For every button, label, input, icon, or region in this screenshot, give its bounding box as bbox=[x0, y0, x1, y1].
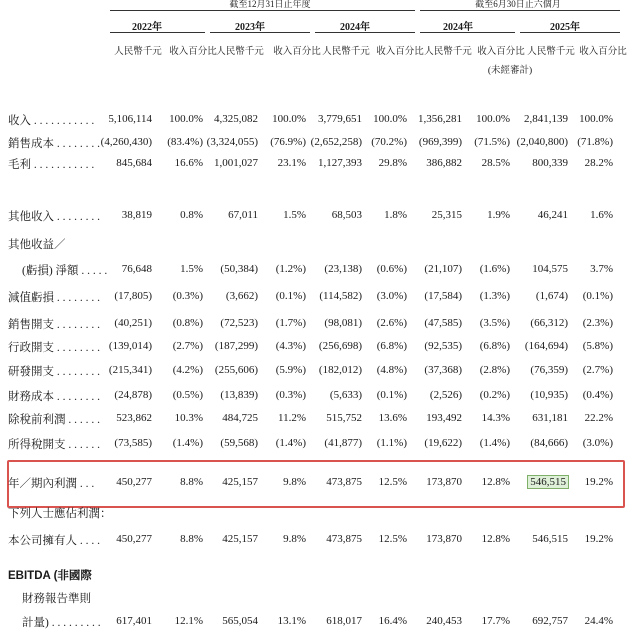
row-label-other-gains-net: (虧損) 淨額 . . . . . bbox=[22, 265, 108, 277]
cell-other-income-col-6: 25,315 bbox=[431, 209, 462, 221]
cell-ebitda-non-ifrs-col-8: 692,757 bbox=[532, 615, 568, 627]
cell-impairment-losses-col-0: (17,805) bbox=[114, 290, 152, 302]
cell-other-gains-net-col-2: (50,384) bbox=[220, 263, 258, 275]
unit-rmb-2025-half: 人民幣千元 bbox=[527, 47, 575, 57]
cell-finance-costs-col-4: (5,633) bbox=[329, 389, 362, 401]
cell-other-income-col-1: 0.8% bbox=[180, 209, 203, 221]
cell-administrative-expenses-col-9: (5.8%) bbox=[582, 340, 613, 352]
cell-finance-costs-col-1: (0.5%) bbox=[172, 389, 203, 401]
cell-impairment-losses-col-2: (3,662) bbox=[225, 290, 258, 302]
cell-selling-expenses-col-1: (0.8%) bbox=[172, 317, 203, 329]
cell-profit-before-tax-col-9: 22.2% bbox=[584, 412, 613, 424]
year-header-2024: 2024年 bbox=[340, 22, 370, 33]
year-header-2022: 2022年 bbox=[132, 22, 162, 33]
cell-owners-of-company-col-5: 12.5% bbox=[378, 533, 407, 545]
row-label-other-income: 其他收入 . . . . . . . . bbox=[8, 211, 100, 223]
cell-other-gains-net-col-0: 76,648 bbox=[121, 263, 152, 275]
row-label-profit-before-tax: 除稅前利潤 . . . . . . bbox=[8, 414, 100, 426]
year-rule-2022 bbox=[110, 32, 205, 33]
cell-income-tax-expense-col-8: (84,666) bbox=[530, 437, 568, 449]
cell-income-tax-expense-col-5: (1.1%) bbox=[376, 437, 407, 449]
cell-administrative-expenses-col-8: (164,694) bbox=[524, 340, 568, 352]
cell-gross-profit-col-9: 28.2% bbox=[584, 157, 613, 169]
cell-gross-profit-col-3: 23.1% bbox=[277, 157, 306, 169]
cell-impairment-losses-col-8: (1,674) bbox=[535, 290, 568, 302]
cell-selling-expenses-col-4: (98,081) bbox=[324, 317, 362, 329]
unit-rmb-2024-half: 人民幣千元 bbox=[424, 47, 472, 57]
year-rule-2023 bbox=[210, 32, 310, 33]
cell-profit-before-tax-col-6: 193,492 bbox=[426, 412, 462, 424]
unit-pct-2022: 收入百分比 bbox=[169, 47, 217, 57]
cell-cost-of-sales-col-7: (71.5%) bbox=[474, 136, 510, 148]
cell-profit-for-year-col-9: 19.2% bbox=[584, 476, 613, 488]
cell-finance-costs-col-5: (0.1%) bbox=[376, 389, 407, 401]
cell-cost-of-sales-col-0: (4,260,430) bbox=[100, 136, 152, 148]
row-label-income-tax-expense: 所得稅開支 . . . . . . bbox=[8, 439, 100, 451]
cell-income-tax-expense-col-0: (73,585) bbox=[114, 437, 152, 449]
row-label-finance-costs: 財務成本 . . . . . . . . bbox=[8, 391, 100, 403]
cell-other-gains-net-col-3: (1.2%) bbox=[275, 263, 306, 275]
cell-revenue-col-7: 100.0% bbox=[476, 113, 510, 125]
cell-ebitda-non-ifrs-col-1: 12.1% bbox=[174, 615, 203, 627]
unit-rmb-2023: 人民幣千元 bbox=[216, 47, 264, 57]
cell-finance-costs-col-2: (13,839) bbox=[220, 389, 258, 401]
annual-period-header: 截至12月31日止年度 bbox=[229, 0, 311, 9]
year-rule-2024-half bbox=[420, 32, 515, 33]
cell-rnd-expenses-col-1: (4.2%) bbox=[172, 364, 203, 376]
row-label-gross-profit: 毛利 . . . . . . . . . . . bbox=[8, 159, 95, 171]
cell-cost-of-sales-col-9: (71.8%) bbox=[577, 136, 613, 148]
year-rule-2025-half bbox=[520, 32, 620, 33]
cell-income-tax-expense-col-4: (41,877) bbox=[324, 437, 362, 449]
cell-other-gains-net-col-1: 1.5% bbox=[180, 263, 203, 275]
cell-profit-before-tax-col-8: 631,181 bbox=[532, 412, 568, 424]
cell-finance-costs-col-3: (0.3%) bbox=[275, 389, 306, 401]
cell-income-tax-expense-col-6: (19,622) bbox=[424, 437, 462, 449]
unit-rmb-2024: 人民幣千元 bbox=[322, 47, 370, 57]
year-rule-2024 bbox=[315, 32, 415, 33]
cell-selling-expenses-col-2: (72,523) bbox=[220, 317, 258, 329]
cell-revenue-col-6: 1,356,281 bbox=[418, 113, 462, 125]
row-label-impairment-losses: 減值虧損 . . . . . . . . bbox=[8, 292, 100, 304]
cell-impairment-losses-col-4: (114,582) bbox=[319, 290, 362, 302]
cell-revenue-col-3: 100.0% bbox=[272, 113, 306, 125]
cell-rnd-expenses-col-5: (4.8%) bbox=[376, 364, 407, 376]
cell-owners-of-company-col-9: 19.2% bbox=[584, 533, 613, 545]
cell-owners-of-company-col-2: 425,157 bbox=[222, 533, 258, 545]
cell-administrative-expenses-col-3: (4.3%) bbox=[275, 340, 306, 352]
cell-selling-expenses-col-9: (2.3%) bbox=[582, 317, 613, 329]
unit-rmb-2022: 人民幣千元 bbox=[114, 47, 162, 57]
cell-revenue-col-5: 100.0% bbox=[373, 113, 407, 125]
cell-revenue-col-9: 100.0% bbox=[579, 113, 613, 125]
cell-rnd-expenses-col-8: (76,359) bbox=[530, 364, 568, 376]
cell-impairment-losses-col-6: (17,584) bbox=[424, 290, 462, 302]
row-label-rnd-expenses: 研發開支 . . . . . . . . bbox=[8, 366, 100, 378]
cell-impairment-losses-col-5: (3.0%) bbox=[376, 290, 407, 302]
cell-owners-of-company-col-4: 473,875 bbox=[326, 533, 362, 545]
year-header-2023: 2023年 bbox=[235, 22, 265, 33]
cell-other-gains-net-col-4: (23,138) bbox=[324, 263, 362, 275]
cell-other-gains-net-col-6: (21,107) bbox=[424, 263, 462, 275]
cell-income-tax-expense-col-2: (59,568) bbox=[220, 437, 258, 449]
cell-administrative-expenses-col-1: (2.7%) bbox=[172, 340, 203, 352]
cell-cost-of-sales-col-6: (969,399) bbox=[418, 136, 462, 148]
cell-revenue-col-2: 4,325,082 bbox=[214, 113, 258, 125]
cell-cost-of-sales-col-4: (2,652,258) bbox=[310, 136, 362, 148]
half-year-period-header: 截至6月30日止六個月 bbox=[475, 0, 561, 9]
cell-gross-profit-col-0: 845,684 bbox=[116, 157, 152, 169]
cell-revenue-col-8: 2,841,139 bbox=[524, 113, 568, 125]
unaudited-note: (未經審計) bbox=[487, 66, 533, 76]
unit-pct-2023: 收入百分比 bbox=[273, 47, 321, 57]
cell-rnd-expenses-col-7: (2.8%) bbox=[479, 364, 510, 376]
cell-rnd-expenses-col-0: (215,341) bbox=[108, 364, 152, 376]
highlighted-value: 546,515 bbox=[530, 476, 566, 488]
cell-gross-profit-col-8: 800,339 bbox=[532, 157, 568, 169]
row-label-ebitda-non-ifrs: 計量) . . . . . . . . . bbox=[22, 617, 101, 629]
cell-administrative-expenses-col-0: (139,014) bbox=[108, 340, 152, 352]
cell-other-income-col-2: 67,011 bbox=[228, 209, 258, 221]
cell-finance-costs-col-9: (0.4%) bbox=[582, 389, 613, 401]
row-label-profit-attributable-heading: 下列人士應佔利潤： bbox=[8, 508, 112, 520]
cell-ebitda-non-ifrs-col-5: 16.4% bbox=[378, 615, 407, 627]
cell-ebitda-non-ifrs-col-6: 240,453 bbox=[426, 615, 462, 627]
annual-header-rule bbox=[110, 10, 415, 11]
cell-profit-before-tax-col-1: 10.3% bbox=[174, 412, 203, 424]
cell-gross-profit-col-6: 386,882 bbox=[426, 157, 462, 169]
cell-selling-expenses-col-8: (66,312) bbox=[530, 317, 568, 329]
cell-other-gains-net-col-7: (1.6%) bbox=[479, 263, 510, 275]
cell-other-income-col-5: 1.8% bbox=[384, 209, 407, 221]
cell-profit-for-year-col-6: 173,870 bbox=[426, 476, 462, 488]
cell-gross-profit-col-1: 16.6% bbox=[174, 157, 203, 169]
cell-revenue-col-0: 5,106,114 bbox=[108, 113, 152, 125]
cell-revenue-col-4: 3,779,651 bbox=[318, 113, 362, 125]
cell-impairment-losses-col-1: (0.3%) bbox=[172, 290, 203, 302]
cell-cost-of-sales-col-1: (83.4%) bbox=[167, 136, 203, 148]
cell-rnd-expenses-col-9: (2.7%) bbox=[582, 364, 613, 376]
cell-profit-before-tax-col-5: 13.6% bbox=[378, 412, 407, 424]
cell-revenue-col-1: 100.0% bbox=[169, 113, 203, 125]
cell-selling-expenses-col-5: (2.6%) bbox=[376, 317, 407, 329]
cell-cost-of-sales-col-8: (2,040,800) bbox=[516, 136, 568, 148]
cell-ebitda-non-ifrs-col-7: 17.7% bbox=[481, 615, 510, 627]
cell-finance-costs-col-8: (10,935) bbox=[530, 389, 568, 401]
row-label-ebitda-heading-2: 財務報告準則 bbox=[22, 593, 91, 605]
cell-cost-of-sales-col-2: (3,324,055) bbox=[206, 136, 258, 148]
cell-owners-of-company-col-1: 8.8% bbox=[180, 533, 203, 545]
cell-rnd-expenses-col-6: (37,368) bbox=[424, 364, 462, 376]
cell-ebitda-non-ifrs-col-9: 24.4% bbox=[584, 615, 613, 627]
row-label-selling-expenses: 銷售開支 . . . . . . . . bbox=[8, 319, 100, 331]
cell-cost-of-sales-col-3: (76.9%) bbox=[270, 136, 306, 148]
cell-selling-expenses-col-7: (3.5%) bbox=[479, 317, 510, 329]
cell-other-income-col-9: 1.6% bbox=[590, 209, 613, 221]
unit-pct-2024: 收入百分比 bbox=[376, 47, 424, 57]
cell-profit-before-tax-col-4: 515,752 bbox=[326, 412, 362, 424]
cell-profit-for-year-col-4: 473,875 bbox=[326, 476, 362, 488]
cell-other-income-col-7: 1.9% bbox=[487, 209, 510, 221]
cell-other-gains-net-col-8: 104,575 bbox=[532, 263, 568, 275]
cell-income-tax-expense-col-3: (1.4%) bbox=[275, 437, 306, 449]
cell-income-tax-expense-col-7: (1.4%) bbox=[479, 437, 510, 449]
cell-profit-for-year-col-0: 450,277 bbox=[116, 476, 152, 488]
cell-profit-for-year-col-7: 12.8% bbox=[481, 476, 510, 488]
row-label-profit-for-year: 年／期內利潤 . . . bbox=[8, 478, 95, 490]
cell-administrative-expenses-col-4: (256,698) bbox=[318, 340, 362, 352]
cell-ebitda-non-ifrs-col-0: 617,401 bbox=[116, 615, 152, 627]
row-label-ebitda-heading-1: EBITDA (非國際 bbox=[8, 570, 92, 582]
cell-selling-expenses-col-0: (40,251) bbox=[114, 317, 152, 329]
cell-administrative-expenses-col-5: (6.8%) bbox=[376, 340, 407, 352]
cell-administrative-expenses-col-7: (6.8%) bbox=[479, 340, 510, 352]
half-year-header-rule bbox=[420, 10, 620, 11]
cell-profit-for-year-col-1: 8.8% bbox=[180, 476, 203, 488]
cell-impairment-losses-col-9: (0.1%) bbox=[582, 290, 613, 302]
row-label-cost-of-sales: 銷售成本 . . . . . . . . bbox=[8, 138, 100, 150]
cell-profit-before-tax-col-0: 523,862 bbox=[116, 412, 152, 424]
cell-rnd-expenses-col-3: (5.9%) bbox=[275, 364, 306, 376]
cell-profit-for-year-col-3: 9.8% bbox=[283, 476, 306, 488]
row-label-other-gains-heading: 其他收益／ bbox=[8, 239, 66, 251]
cell-selling-expenses-col-3: (1.7%) bbox=[275, 317, 306, 329]
cell-profit-for-year-col-2: 425,157 bbox=[222, 476, 258, 488]
cell-other-income-col-4: 68,503 bbox=[331, 209, 362, 221]
year-header-2024-half: 2024年 bbox=[443, 22, 473, 33]
cell-impairment-losses-col-3: (0.1%) bbox=[275, 290, 306, 302]
cell-administrative-expenses-col-6: (92,535) bbox=[424, 340, 462, 352]
cell-owners-of-company-col-3: 9.8% bbox=[283, 533, 306, 545]
row-label-administrative-expenses: 行政開支 . . . . . . . . bbox=[8, 342, 100, 354]
cell-ebitda-non-ifrs-col-4: 618,017 bbox=[326, 615, 362, 627]
cell-other-gains-net-col-9: 3.7% bbox=[590, 263, 613, 275]
cell-owners-of-company-col-7: 12.8% bbox=[481, 533, 510, 545]
cell-gross-profit-col-4: 1,127,393 bbox=[318, 157, 362, 169]
year-header-2025-half: 2025年 bbox=[550, 22, 580, 33]
cell-income-tax-expense-col-9: (3.0%) bbox=[582, 437, 613, 449]
cell-owners-of-company-col-8: 546,515 bbox=[532, 533, 568, 545]
cell-other-income-col-0: 38,819 bbox=[121, 209, 152, 221]
cell-rnd-expenses-col-2: (255,606) bbox=[214, 364, 258, 376]
cell-impairment-losses-col-7: (1.3%) bbox=[479, 290, 510, 302]
cell-finance-costs-col-6: (2,526) bbox=[429, 389, 462, 401]
cell-profit-before-tax-col-3: 11.2% bbox=[277, 412, 306, 424]
row-label-owners-of-company: 本公司擁有人 . . . . bbox=[8, 535, 100, 547]
cell-profit-for-year-col-5: 12.5% bbox=[378, 476, 407, 488]
cell-other-income-col-3: 1.5% bbox=[283, 209, 306, 221]
cell-gross-profit-col-7: 28.5% bbox=[481, 157, 510, 169]
cell-owners-of-company-col-6: 173,870 bbox=[426, 533, 462, 545]
cell-selling-expenses-col-6: (47,585) bbox=[424, 317, 462, 329]
unit-pct-2025-half: 收入百分比 bbox=[579, 47, 627, 57]
cell-finance-costs-col-0: (24,878) bbox=[114, 389, 152, 401]
row-label-revenue: 收入 . . . . . . . . . . . bbox=[8, 115, 95, 127]
cell-owners-of-company-col-0: 450,277 bbox=[116, 533, 152, 545]
cell-ebitda-non-ifrs-col-2: 565,054 bbox=[222, 615, 258, 627]
unit-pct-2024-half: 收入百分比 bbox=[477, 47, 525, 57]
cell-income-tax-expense-col-1: (1.4%) bbox=[172, 437, 203, 449]
cell-other-income-col-8: 46,241 bbox=[537, 209, 568, 221]
cell-administrative-expenses-col-2: (187,299) bbox=[214, 340, 258, 352]
cell-profit-for-year-col-8 bbox=[528, 476, 568, 488]
cell-other-gains-net-col-5: (0.6%) bbox=[376, 263, 407, 275]
cell-profit-before-tax-col-7: 14.3% bbox=[481, 412, 510, 424]
cell-finance-costs-col-7: (0.2%) bbox=[479, 389, 510, 401]
cell-gross-profit-col-2: 1,001,027 bbox=[214, 157, 258, 169]
cell-ebitda-non-ifrs-col-3: 13.1% bbox=[277, 615, 306, 627]
cell-profit-before-tax-col-2: 484,725 bbox=[222, 412, 258, 424]
cell-cost-of-sales-col-5: (70.2%) bbox=[371, 136, 407, 148]
cell-rnd-expenses-col-4: (182,012) bbox=[318, 364, 362, 376]
cell-gross-profit-col-5: 29.8% bbox=[378, 157, 407, 169]
